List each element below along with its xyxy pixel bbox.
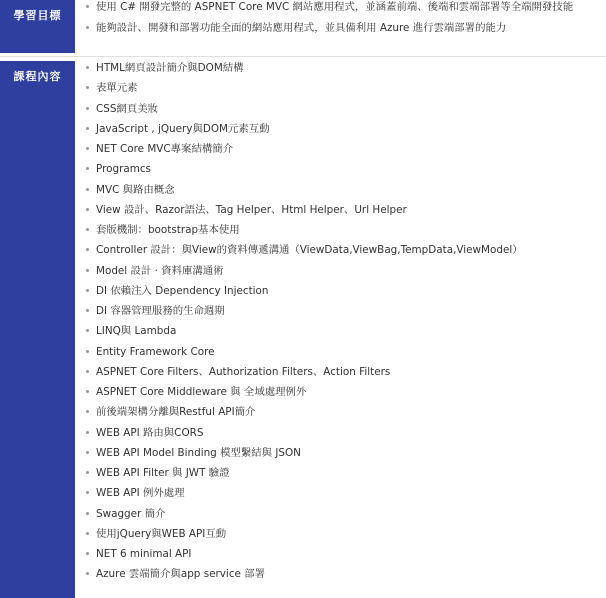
list-item: NET 6 minimal API	[86, 547, 606, 567]
course-content-content	[75, 61, 606, 598]
list-item: Model 設計 · 資料庫溝通術	[86, 264, 606, 284]
list-item: 表單元素	[86, 81, 606, 101]
course-content-list	[86, 61, 606, 588]
list-item: Entity Framework Core	[86, 345, 606, 365]
list-item: JavaScript , jQuery與DOM元素互動	[86, 122, 606, 142]
learning-goals-list	[86, 0, 606, 41]
list-item: MVC 與路由概念	[86, 183, 606, 203]
list-item: WEB API Filter 與 JWT 驗證	[86, 466, 606, 486]
course-content-label: 課程內容	[0, 61, 75, 598]
list-item: 能夠設計、開發和部署功能全面的網站應用程式，並具備利用 Azure 進行雲端部署的能力	[86, 21, 606, 42]
learning-goals-label: 學習目標	[0, 0, 75, 53]
list-item: View 設計、Razor語法、Tag Helper、Html Helper、Url Helper	[86, 203, 606, 223]
course-content-section	[0, 61, 606, 598]
list-item: 使用jQuery與WEB API互動	[86, 527, 606, 547]
learning-goals-content	[75, 0, 606, 53]
list-item: 套版機制：bootstrap基本使用	[86, 223, 606, 243]
list-item: Controller 設計：與View的資料傳遞溝通（ViewData,ViewBag,TempData,ViewModel）	[86, 243, 606, 263]
list-item: DI 容器管理服務的生命週期	[86, 304, 606, 324]
list-item: NET Core MVC專案結構簡介	[86, 142, 606, 162]
list-item: 使用 C# 開發完整的 ASPNET Core MVC 網站應用程式，並涵蓋前端、後端和雲端部署等全端開發技能	[86, 0, 606, 21]
list-item: Programcs	[86, 162, 606, 182]
list-item: WEB API Model Binding 模型繫結與 JSON	[86, 446, 606, 466]
list-item: CSS網頁美妝	[86, 102, 606, 122]
list-item: ASPNET Core Filters、Authorization Filters、Action Filters	[86, 365, 606, 385]
list-item: Swagger 簡介	[86, 507, 606, 527]
list-item: WEB API 路由與CORS	[86, 426, 606, 446]
list-item: Azure 雲端簡介與app service 部署	[86, 567, 606, 587]
list-item: WEB API 例外處理	[86, 486, 606, 506]
list-item: 前後端架構分離與Restful API簡介	[86, 405, 606, 425]
list-item: ASPNET Core Middleware 與 全域處理例外	[86, 385, 606, 405]
list-item: HTML網頁設計簡介與DOM結構	[86, 61, 606, 81]
learning-goals-section	[0, 0, 606, 53]
list-item: DI 依賴注入 Dependency Injection	[86, 284, 606, 304]
list-item: LINQ與 Lambda	[86, 324, 606, 344]
